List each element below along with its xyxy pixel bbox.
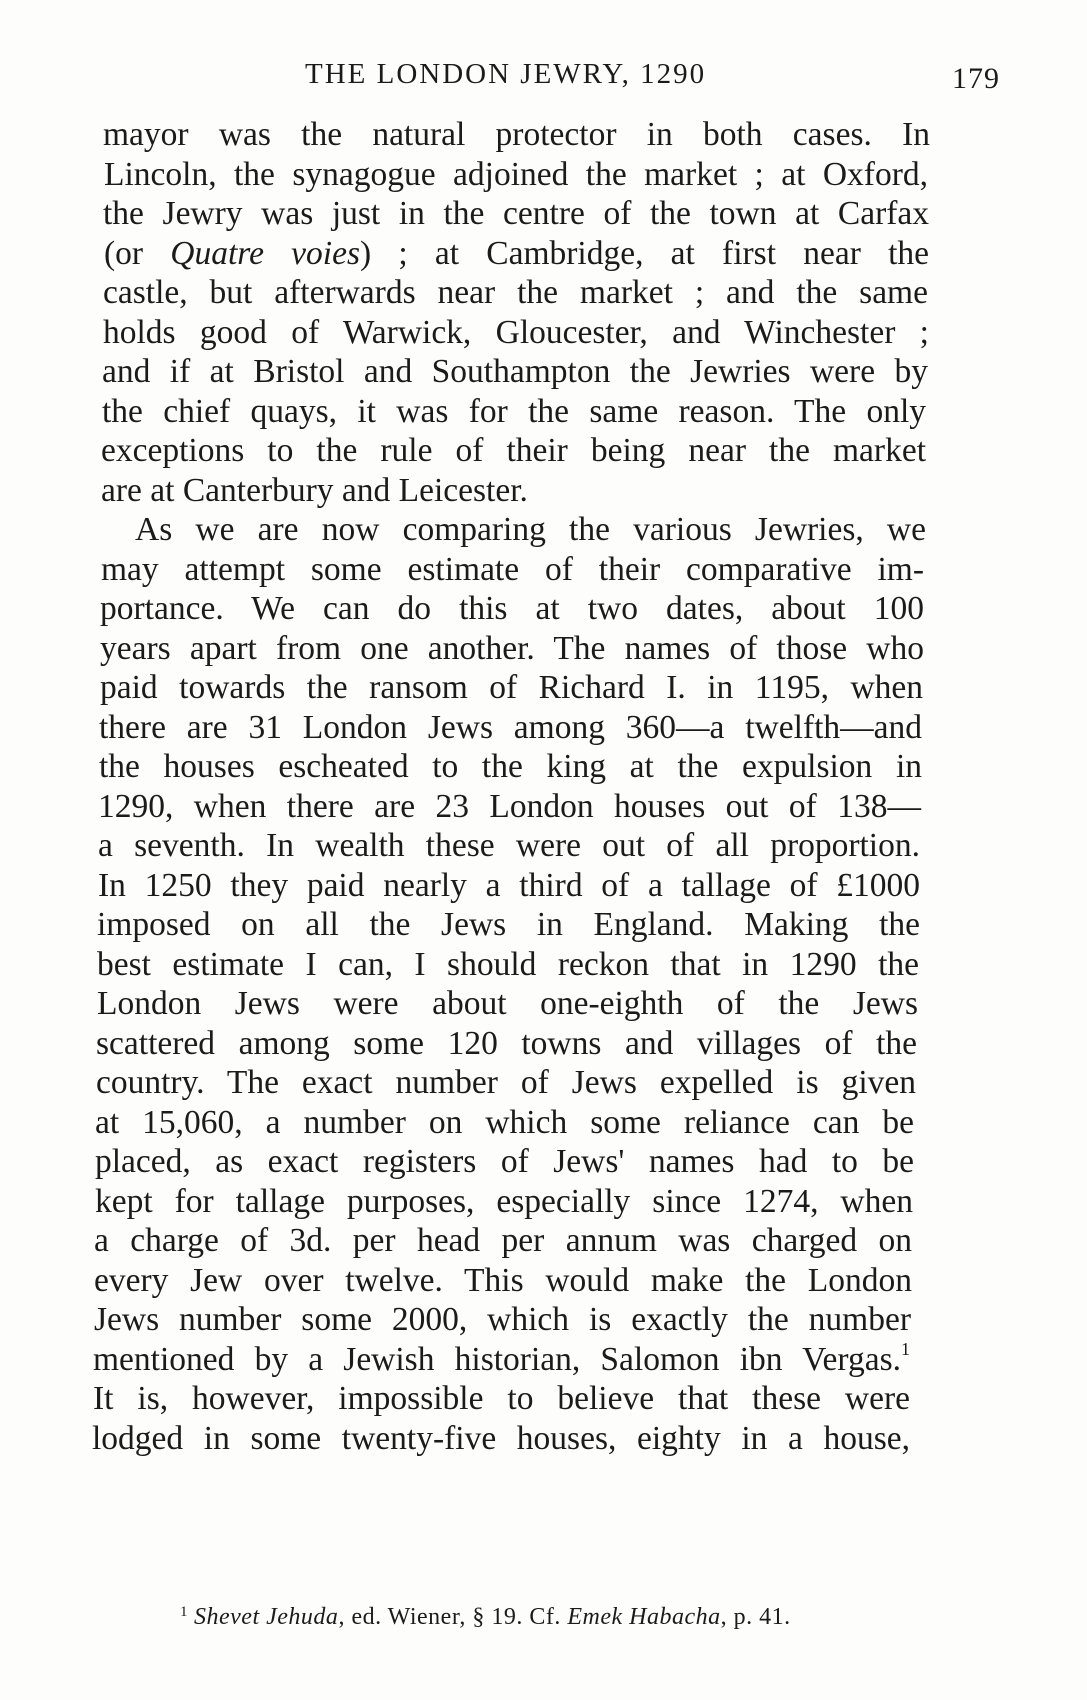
line-text: 1290, when there are 23 London houses out of 138— [98,788,921,825]
line-text: every Jew over twelve. This would make the London [94,1262,912,1299]
line-text: castle, but afterwards near the market ; and the same [103,274,928,311]
line-text: Jews number some 2000, which is exactly the number [94,1301,911,1338]
text-line [99,708,922,748]
text-line [94,1221,912,1261]
line-text: the Jewry was just in the centre of the town at Carfax [103,195,929,232]
text-line [98,866,920,906]
line-text: imposed on all the Jews in England. Making the [97,906,920,943]
line-text: mayor was the natural protector in both cases. In [103,116,930,153]
text-line [102,352,928,392]
text-line [94,1300,911,1340]
text-line [95,1182,913,1222]
footnote-title-shevet-jehuda: Shevet Jehuda [194,1604,339,1630]
line-text: It is, however, impossible to believe that these were [93,1380,910,1417]
line-text: mentioned by a Jewish historian, Salomon ibn Vergas. [93,1341,901,1378]
line-text: there are 31 London Jews among 360—a twelfth—and [99,709,922,746]
line-text: country. The exact number of Jews expelled is given [96,1064,916,1101]
text-line [97,984,918,1024]
line-text: the houses escheated to the king at the expulsion in [99,748,922,785]
line-text: holds good of Warwick, Gloucester, and Winchester ; [103,314,929,351]
footnote [180,1604,791,1631]
line-text: the chief quays, it was for the same reason. The only [102,393,926,430]
text-line [102,392,926,432]
text-line [94,1261,912,1301]
text-line [135,510,926,550]
line-text: at 15,060, a number on which some reliance can be [95,1104,914,1141]
text-line [93,1379,910,1419]
text-line [101,431,926,471]
text-line [98,787,921,827]
footnote-mark: 1 [180,1604,188,1620]
line-text: may attempt some estimate of their comparative im- [101,551,924,588]
line-text: portance. We can do this at two dates, about 100 [100,590,924,627]
line-text: (or [104,235,171,272]
line-text: London Jews were about one-eighth of the Jews [97,985,918,1022]
line-text: In 1250 they paid nearly a third of a tallage of £1000 [98,867,920,904]
running-title: THE LONDON JEWRY, 1290 [305,58,707,90]
line-text: kept for tallage purposes, especially since 1274, when [95,1183,913,1220]
text-line [95,1142,914,1182]
line-text: ) ; at Cambridge, at first near the [359,235,930,272]
text-line [98,826,920,866]
line-text: lodged in some twenty-five houses, eighty in a house, [92,1420,910,1457]
footnote-reference: 1 [901,1339,910,1359]
line-text: scattered among some 120 towns and villages of the [96,1025,917,1062]
text-line [97,905,920,945]
text-line [100,629,924,669]
text-line [101,550,924,590]
line-text: exceptions to the rule of their being near the market [101,432,926,469]
text-line [100,589,924,629]
text-line [96,1024,917,1064]
page-header [0,58,1087,98]
text-line [103,115,930,155]
text-line [95,1103,914,1143]
text-line [93,1340,910,1380]
text-line [103,194,929,234]
line-text: placed, as exact registers of Jews' names had to be [95,1143,914,1180]
text-line [104,155,928,195]
line-text: paid towards the ransom of Richard I. in 1195, when [100,669,923,706]
line-text: and if at Bristol and Southampton the Jewries were by [102,353,928,390]
footnote-page-ref: , p. 41. [720,1604,791,1630]
line-text: Lincoln, the synagogue adjoined the market ; at Oxford, [104,156,928,193]
text-line [103,313,929,353]
text-line [100,668,923,708]
text-line [103,273,928,313]
text-line [101,471,661,511]
line-text: years apart from one another. The names of those who [100,630,924,667]
footnote-citation-text: , ed. Wiener, § 19. Cf. [338,1604,568,1630]
text-line [92,1419,910,1459]
line-text: best estimate I can, I should reckon that in 1290 the [97,946,919,983]
text-line [96,1063,916,1103]
line-text: are at Canterbury and Leicester. [101,472,528,509]
line-text: a seventh. In wealth these were out of all proportion. [98,827,920,864]
text-line [97,945,919,985]
page-number: 179 [952,62,1000,95]
line-text: a charge of 3d. per head per annum was charged on [94,1222,912,1259]
italic-phrase: Quatre voies [170,235,360,272]
text-line [99,747,922,787]
footnote-title-emek-habacha: Emek Habacha [567,1604,721,1630]
text-line [104,234,929,274]
line-text: As we are now comparing the various Jewries, we [135,511,926,548]
